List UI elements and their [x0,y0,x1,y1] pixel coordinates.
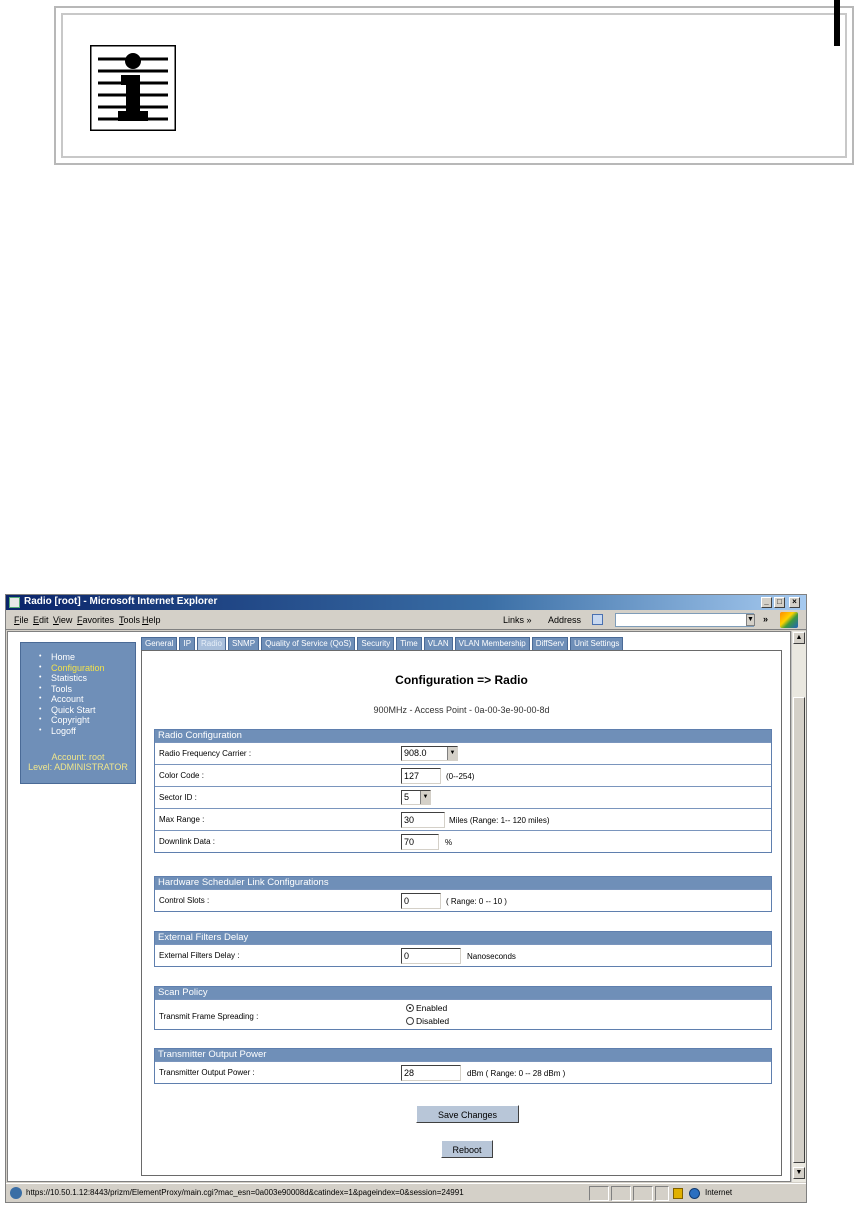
tab-snmp[interactable]: SNMP [228,637,259,650]
scroll-down-icon[interactable]: ▼ [793,1167,805,1179]
chevron-down-icon: ▼ [420,791,430,804]
windows-logo-icon [780,612,798,628]
form-row [155,742,771,764]
enabled-option[interactable] [406,1003,447,1013]
tx-power-input[interactable] [401,1065,461,1081]
max-range-label: Max Range : [159,815,205,824]
page-content [7,631,791,1182]
control-slots-input[interactable] [401,893,441,909]
menu-edit[interactable]: Edit [33,615,49,625]
form-row [155,1061,771,1083]
max-range-input[interactable] [401,812,445,828]
page-title: Configuration => Radio [395,673,528,687]
tab-security[interactable]: Security [357,637,394,650]
menu-view[interactable]: View [53,615,73,625]
reboot-button[interactable]: Reboot [441,1140,493,1158]
form-row [155,786,771,808]
status-url: https://10.50.1.12:8443/prizm/ElementProxy/main.cgi?mac_esn=0a003e90008d&catindex=1&pageindex=0&session=24991 [26,1188,464,1197]
scan-policy-section [154,986,772,1030]
status-cell [611,1186,631,1201]
form-row [155,808,771,830]
section-header: Scan Policy [155,987,771,999]
downlink-unit: % [445,838,453,847]
max-range-hint: Miles (Range: 1-- 120 miles) [449,816,550,825]
radio-selected-icon[interactable] [406,1004,414,1012]
window-title: Radio [root] - Microsoft Internet Explorer [24,596,218,607]
enabled-label: Enabled [416,1003,448,1013]
radio-config-section [154,729,772,853]
tab-general[interactable]: General [141,637,177,650]
color-code-label: Color Code : [159,771,204,780]
address-page-icon [592,614,603,625]
sector-id-label: Sector ID : [159,793,197,802]
close-button[interactable]: × [789,597,800,608]
tab-radio[interactable]: Radio [197,637,226,650]
carrier-label: Radio Frequency Carrier : [159,749,252,758]
info-note-icon [90,45,176,131]
hw-scheduler-section [154,876,772,912]
form-row [155,944,771,966]
menu-favorites[interactable]: Favorites [77,615,115,625]
sidebar-item-quick-start[interactable]: • Quick Start [37,705,105,716]
links-button[interactable]: Links » [503,615,532,625]
address-dropdown-icon[interactable]: ▼ [746,614,755,626]
lock-icon [673,1188,683,1199]
tx-power-section [154,1048,772,1084]
ext-filters-unit: Nanoseconds [467,952,516,961]
carrier-select[interactable] [401,746,458,761]
maximize-button[interactable]: □ [774,597,785,608]
form-row [155,999,771,1029]
ext-filters-section [154,931,772,967]
menu-tools[interactable]: Tools [119,615,141,625]
menu-file[interactable]: File [14,615,29,625]
section-header: External Filters Delay [155,932,771,944]
sidebar-item-home[interactable]: • Home [37,652,105,663]
tab-vlan-membership[interactable]: VLAN Membership [455,637,530,650]
scroll-thumb[interactable] [793,697,805,1163]
control-slots-label: Control Slots : [159,896,210,905]
scroll-up-icon[interactable]: ▲ [793,632,805,644]
sidebar-item-copyright[interactable]: • Copyright [37,715,105,726]
note-box [54,6,854,165]
page-loaded-icon [10,1187,22,1199]
sidebar-item-account[interactable]: • Account [37,694,105,705]
status-cell [589,1186,609,1201]
vertical-scrollbar[interactable] [791,631,806,1182]
section-header: Transmitter Output Power [155,1049,771,1061]
tx-power-label: Transmitter Output Power : [159,1068,255,1077]
status-cell [655,1186,669,1201]
chevron-down-icon: ▼ [447,747,457,760]
address-label: Address [548,615,582,625]
tx-power-hint: dBm ( Range: 0 -- 28 dBm ) [467,1069,566,1078]
disabled-option[interactable] [406,1016,449,1026]
sidebar-item-configuration[interactable]: • Configuration [37,663,105,674]
sidebar-item-logoff[interactable]: • Logoff [37,726,105,737]
tab-unit-settings[interactable]: Unit Settings [570,637,623,650]
margin-bar [834,0,840,46]
page-subtitle: 900MHz - Access Point - 0a-00-3e-90-00-8d [373,705,550,715]
tab-ip[interactable]: IP [179,637,195,650]
save-changes-button[interactable]: Save Changes [416,1105,519,1123]
status-bar [6,1183,806,1202]
menu-help[interactable]: Help [142,615,161,625]
form-row [155,889,771,911]
color-code-hint: (0--254) [446,772,475,781]
sector-id-value: 5 [404,792,410,802]
section-header: Hardware Scheduler Link Configurations [155,877,771,889]
downlink-input[interactable] [401,834,439,850]
note-box-inner [61,13,847,158]
main-panel [141,650,782,1176]
downlink-label: Downlink Data : [159,837,216,846]
sidebar-item-statistics[interactable]: • Statistics [37,673,105,684]
sidebar-item-tools[interactable]: • Tools [37,684,105,695]
ext-filters-label: External Filters Delay : [159,951,240,960]
zone-label: Internet [705,1188,733,1197]
tab-strip [141,637,623,650]
title-bar [6,595,806,610]
radio-unselected-icon[interactable] [406,1017,414,1025]
tab-time[interactable]: Time [396,637,421,650]
ext-filters-input[interactable] [401,948,461,964]
status-cell [633,1186,653,1201]
tab-vlan[interactable]: VLAN [424,637,453,650]
address-input[interactable] [615,613,754,627]
form-row [155,764,771,786]
menu-bar [6,610,806,630]
toolbar-chevron[interactable]: » [763,614,769,624]
minimize-button[interactable]: _ [761,597,772,608]
browser-window [5,594,807,1203]
sidebar-list [37,652,105,736]
section-header: Radio Configuration [155,730,771,742]
carrier-value: 908.0 [404,748,427,758]
ie-page-icon [9,597,20,608]
frame-spreading-label: Transmit Frame Spreading : [159,1012,259,1021]
level-info: Level: ADMINISTRATOR [28,762,128,772]
disabled-label: Disabled [416,1016,450,1026]
account-info: Account: root [51,752,105,762]
sector-id-select[interactable] [401,790,431,805]
sidebar [20,642,136,784]
form-row [155,830,771,852]
control-slots-hint: ( Range: 0 -- 10 ) [446,897,507,906]
tab-qos[interactable]: Quality of Service (QoS) [261,637,355,650]
color-code-input[interactable] [401,768,441,784]
tab-diffserv[interactable]: DiffServ [532,637,568,650]
internet-zone-icon [689,1188,700,1199]
